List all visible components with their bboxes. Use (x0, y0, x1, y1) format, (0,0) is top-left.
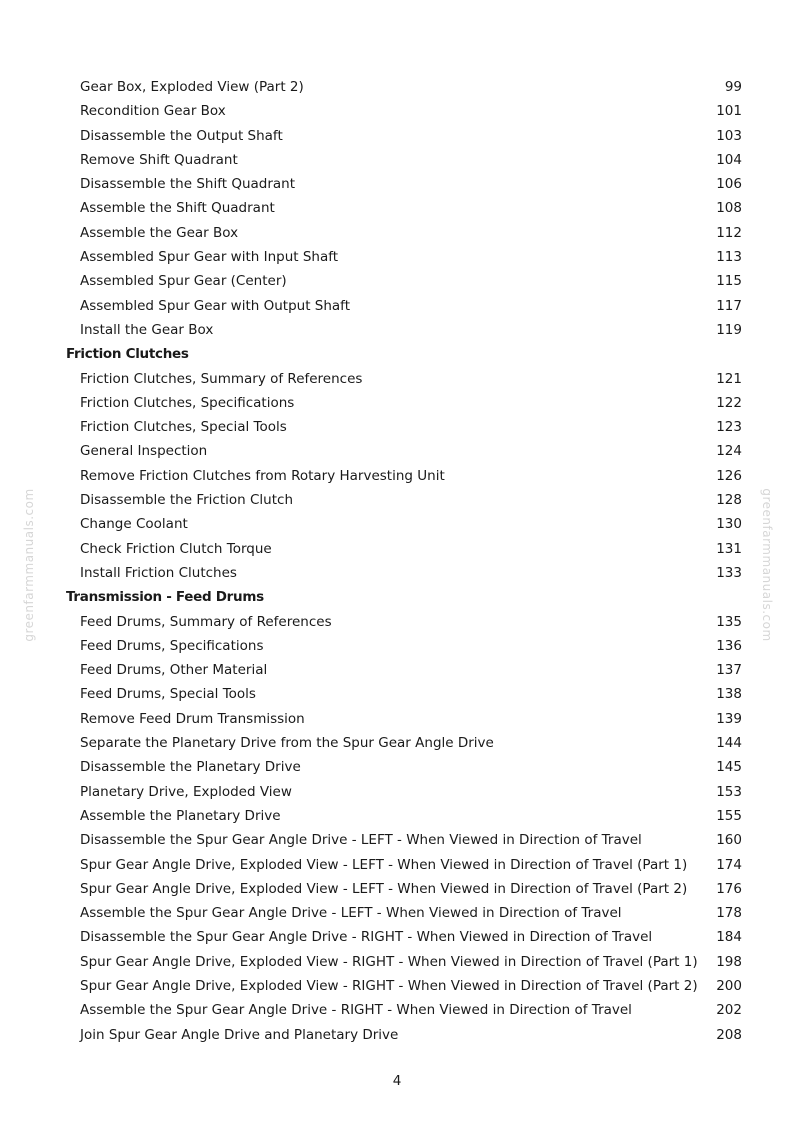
toc-entry[interactable] (0, 221, 794, 245)
entry-page-number: 117 (716, 297, 742, 314)
entry-title: Remove Shift Quadrant (80, 151, 238, 168)
entry-title: Assembled Spur Gear (Center) (80, 273, 287, 290)
entry-page-number: 130 (716, 516, 742, 533)
entry-title: Check Friction Clutch Torque (80, 540, 272, 557)
entry-title: Assembled Spur Gear with Input Shaft (80, 249, 339, 266)
toc-entry[interactable] (0, 464, 794, 488)
toc-entry[interactable] (0, 634, 794, 658)
entry-page-number: 131 (716, 540, 742, 557)
toc-entry[interactable] (0, 682, 794, 706)
entry-title: Disassemble the Spur Gear Angle Drive - RIGHT - When Viewed in Direction of Travel (80, 929, 653, 946)
toc-entry[interactable] (0, 610, 794, 634)
entry-page-number: 101 (716, 103, 742, 120)
toc-entry[interactable] (0, 294, 794, 318)
entry-page-number: 153 (716, 783, 742, 800)
entry-title: Disassemble the Shift Quadrant (80, 176, 296, 193)
watermark-left: greenfarmmanuals.com (22, 488, 36, 642)
entry-title: Spur Gear Angle Drive, Exploded View - LEFT - When Viewed in Direction of Travel (Part 1) (80, 856, 688, 873)
watermark-right: greenfarmmanuals.com (760, 488, 774, 642)
toc-entry[interactable] (0, 245, 794, 269)
toc-entry[interactable] (0, 391, 794, 415)
entry-title: Disassemble the Output Shaft (80, 127, 283, 144)
toc-entry[interactable] (0, 561, 794, 585)
entry-title: Friction Clutches, Special Tools (80, 419, 287, 436)
entry-title: Assemble the Planetary Drive (80, 807, 281, 824)
toc-entry[interactable] (0, 780, 794, 804)
toc-entry[interactable] (0, 998, 794, 1022)
toc-entry[interactable] (0, 853, 794, 877)
toc-entry[interactable] (0, 877, 794, 901)
entry-page-number: 106 (716, 176, 742, 193)
entry-page-number: 176 (716, 880, 742, 897)
entry-page-number: 178 (716, 905, 742, 922)
entry-title: Gear Box, Exploded View (Part 2) (80, 79, 304, 95)
entry-page-number: 126 (716, 467, 742, 484)
entry-page-number: 144 (716, 735, 742, 752)
entry-title: General Inspection (80, 443, 208, 460)
toc-entry[interactable] (0, 512, 794, 536)
entry-title: Remove Feed Drum Transmission (80, 710, 305, 727)
section-title: Friction Clutches (66, 346, 189, 363)
toc-entry[interactable] (0, 269, 794, 293)
entry-page-number: 113 (716, 249, 742, 266)
entry-title: Planetary Drive, Exploded View (80, 783, 292, 800)
entry-title: Recondition Gear Box (80, 103, 226, 120)
entry-title: Assemble the Gear Box (80, 224, 239, 241)
entry-page-number: 208 (716, 1026, 742, 1043)
toc-section-heading (0, 342, 794, 366)
toc-entry[interactable] (0, 755, 794, 779)
entry-title: Install the Gear Box (80, 321, 214, 338)
toc-entry[interactable] (0, 367, 794, 391)
toc-entry[interactable] (0, 99, 794, 123)
entry-page-number: 133 (716, 564, 742, 581)
entry-page-number: 135 (716, 613, 742, 630)
entry-page-number: 115 (716, 273, 742, 290)
table-of-contents (0, 75, 794, 1047)
entry-page-number: 138 (716, 686, 742, 703)
entry-page-number: 160 (716, 832, 742, 849)
toc-section-heading (0, 585, 794, 609)
entry-title: Assembled Spur Gear with Output Shaft (80, 297, 350, 314)
entry-title: Spur Gear Angle Drive, Exploded View - RIGHT - When Viewed in Direction of Travel (Part 2) (80, 977, 698, 994)
entry-title: Change Coolant (80, 516, 188, 533)
section-title: Transmission - Feed Drums (66, 589, 264, 606)
entry-page-number: 119 (716, 321, 742, 338)
entry-page-number: 99 (724, 79, 742, 95)
toc-entry[interactable] (0, 950, 794, 974)
entry-page-number: 103 (716, 127, 742, 144)
entry-title: Assemble the Spur Gear Angle Drive - LEFT - When Viewed in Direction of Travel (80, 905, 622, 922)
toc-entry[interactable] (0, 974, 794, 998)
toc-entry[interactable] (0, 124, 794, 148)
entry-page-number: 155 (716, 807, 742, 824)
entry-title: Friction Clutches, Specifications (80, 394, 295, 411)
entry-page-number: 184 (716, 929, 742, 946)
entry-page-number: 121 (716, 370, 742, 387)
toc-entry[interactable] (0, 415, 794, 439)
toc-entry[interactable] (0, 196, 794, 220)
toc-entry[interactable] (0, 488, 794, 512)
entry-title: Assemble the Spur Gear Angle Drive - RIGHT - When Viewed in Direction of Travel (80, 1002, 632, 1019)
toc-entry[interactable] (0, 439, 794, 463)
entry-title: Disassemble the Planetary Drive (80, 759, 301, 776)
entry-title: Remove Friction Clutches from Rotary Harvesting Unit (80, 467, 445, 484)
toc-entry[interactable] (0, 75, 794, 99)
entry-title: Install Friction Clutches (80, 564, 237, 581)
entry-page-number: 124 (716, 443, 742, 460)
entry-title: Disassemble the Friction Clutch (80, 492, 294, 509)
entry-page-number: 122 (716, 394, 742, 411)
toc-entry[interactable] (0, 148, 794, 172)
entry-page-number: 104 (716, 151, 742, 168)
toc-entry[interactable] (0, 731, 794, 755)
entry-page-number: 136 (716, 637, 742, 654)
entry-title: Join Spur Gear Angle Drive and Planetary Drive (80, 1026, 399, 1043)
entry-page-number: 200 (716, 977, 742, 994)
entry-title: Feed Drums, Special Tools (80, 686, 256, 703)
toc-entry[interactable] (0, 707, 794, 731)
entry-page-number: 145 (716, 759, 742, 776)
entry-page-number: 202 (716, 1002, 742, 1019)
entry-title: Friction Clutches, Summary of References (80, 370, 363, 387)
toc-entry[interactable] (0, 318, 794, 342)
entry-page-number: 123 (716, 419, 742, 436)
toc-entry[interactable] (0, 172, 794, 196)
entry-page-number: 139 (716, 710, 742, 727)
toc-entry[interactable] (0, 1023, 794, 1047)
entry-title: Separate the Planetary Drive from the Spur Gear Angle Drive (80, 735, 494, 752)
toc-entry[interactable] (0, 537, 794, 561)
entry-page-number: 198 (716, 953, 742, 970)
entry-page-number: 174 (716, 856, 742, 873)
toc-entry[interactable] (0, 804, 794, 828)
toc-entry[interactable] (0, 658, 794, 682)
entry-title: Disassemble the Spur Gear Angle Drive - LEFT - When Viewed in Direction of Travel (80, 832, 642, 849)
toc-entry[interactable] (0, 901, 794, 925)
entry-title: Feed Drums, Other Material (80, 662, 268, 679)
entry-page-number: 128 (716, 492, 742, 509)
entry-title: Spur Gear Angle Drive, Exploded View - RIGHT - When Viewed in Direction of Travel (Part 1) (80, 953, 698, 970)
entry-title: Feed Drums, Specifications (80, 637, 264, 654)
entry-title: Spur Gear Angle Drive, Exploded View - LEFT - When Viewed in Direction of Travel (Part 2) (80, 880, 688, 897)
entry-title: Assemble the Shift Quadrant (80, 200, 275, 217)
entry-title: Feed Drums, Summary of References (80, 613, 332, 630)
entry-page-number: 108 (716, 200, 742, 217)
toc-entry[interactable] (0, 925, 794, 949)
entry-page-number: 112 (716, 224, 742, 241)
entry-page-number: 137 (716, 662, 742, 679)
page-number: 4 (392, 1073, 402, 1089)
toc-entry[interactable] (0, 828, 794, 852)
